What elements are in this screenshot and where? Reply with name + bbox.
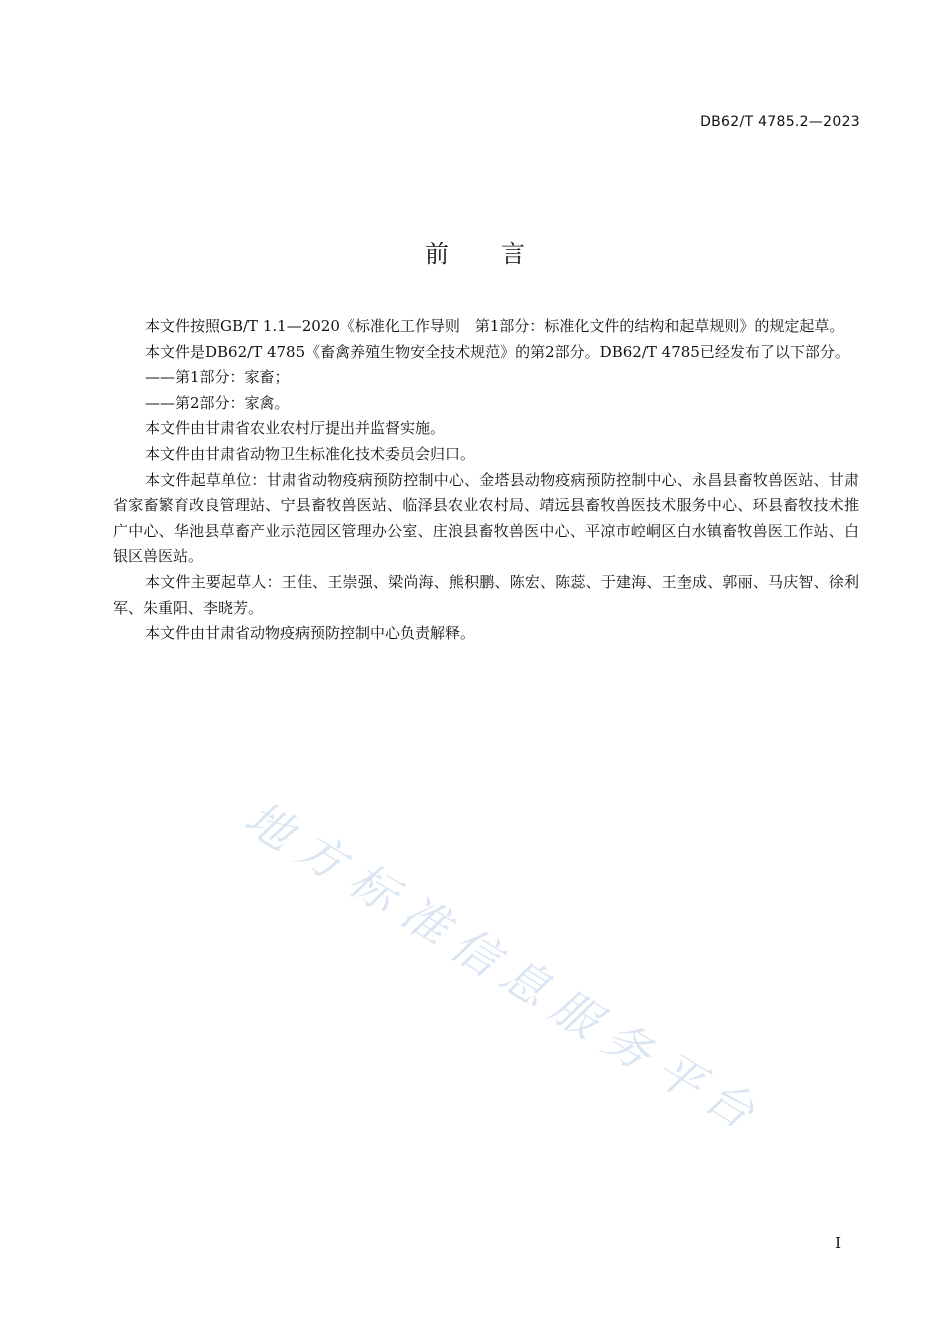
title-char-1: 前	[425, 240, 449, 268]
paragraph-standard-basis: 本文件按照GB/T 1.1—2020《标准化工作导则 第1部分：标准化文件的结构和起草规则》的规定起草。	[145, 317, 845, 335]
watermark-char: 务	[593, 1010, 662, 1081]
paragraph-drafters: 本文件主要起草人：王佳、王崇强、梁尚海、熊积鹏、陈宏、陈蕊、于建海、王奎成、郭丽、马庆智、徐利军、朱重阳、李晓芳。	[113, 572, 859, 617]
watermark-char: 平	[645, 1040, 714, 1111]
watermark-char: 信	[441, 916, 510, 987]
watermark-char: 标	[339, 852, 408, 923]
watermark-char: 方	[287, 820, 356, 891]
paragraph-interpretation: 本文件由甘肃省动物疫病预防控制中心负责解释。	[145, 624, 476, 643]
paragraph-committee: 本文件由甘肃省动物卫生标准化技术委员会归口。	[145, 444, 476, 463]
watermark-char: 准	[391, 884, 460, 955]
paragraph-drafting-units: 本文件起草单位：甘肃省动物疫病预防控制中心、金塔县动物疫病预防控制中心、永昌县畜牧兽医站、甘肃省家畜繁育改良管理站、宁县畜牧兽医站、临泽县农业农村局、靖远县畜牧兽医技术服务中心、环县畜牧技术推广中心、华池县草畜产业示范园区管理办公室、庄浪县畜牧兽医中心、平凉市崆峒区白水镇畜牧兽医工作站、白银区兽医站。	[113, 470, 859, 566]
watermark-char: 息	[491, 946, 560, 1017]
watermark-char: 台	[695, 1068, 764, 1139]
paragraph-proposer: 本文件由甘肃省农业农村厅提出并监督实施。	[145, 419, 446, 438]
page-number: I	[835, 1234, 841, 1252]
watermark	[235, 790, 808, 1139]
watermark-char: 地	[235, 790, 304, 861]
paragraph-series-info: 本文件是DB62/T 4785《畜禽养殖生物安全技术规范》的第2部分。DB62/T 4785已经发布了以下部分。	[145, 342, 850, 361]
title-char-2: 言	[501, 240, 525, 268]
document-code: DB62/T 4785.2—2023	[700, 114, 860, 130]
watermark-char: 服	[541, 978, 610, 1049]
list-item-part1: ——第1部分：家畜；	[145, 368, 290, 387]
list-item-part2: ——第2部分：家禽。	[145, 393, 290, 412]
page-title	[0, 234, 950, 269]
foreword-body	[113, 314, 859, 647]
